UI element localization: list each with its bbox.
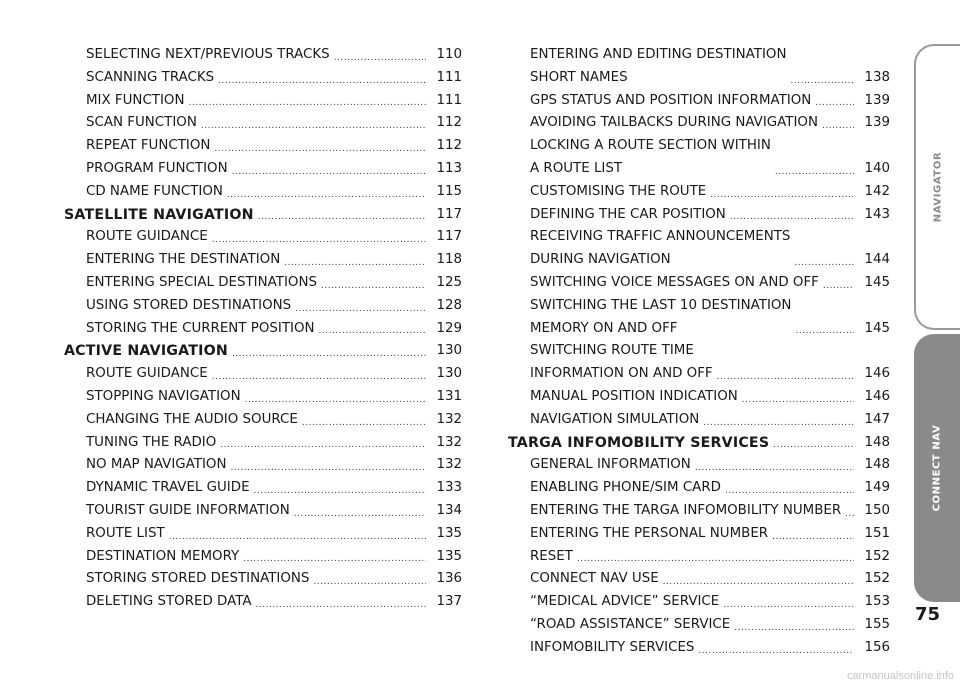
toc-entry-label: ROUTE LIST (86, 525, 165, 541)
toc-entry-label: “MEDICAL ADVICE” SERVICE (530, 594, 720, 610)
toc-entry-label: SWITCHING ROUTE TIME INFORMATION ON AND OFF (530, 343, 713, 382)
toc-page-number: 133 (436, 480, 462, 496)
toc-page-number: 135 (436, 548, 462, 564)
toc-entry[interactable] (508, 340, 890, 386)
toc-page-number: 117 (436, 229, 462, 245)
dot-leader (695, 464, 854, 472)
toc-entry[interactable] (64, 386, 462, 409)
toc-entry[interactable] (508, 500, 890, 523)
toc-page-number: 142 (864, 183, 890, 199)
toc-entry-label: MANUAL POSITION INDICATION (530, 388, 738, 404)
toc-page-number: 139 (864, 92, 890, 108)
toc-entry-label: RECEIVING TRAFFIC ANNOUNCEMENTS DURING NAVIGATION (530, 229, 791, 268)
dot-leader (663, 578, 854, 586)
toc-entry[interactable] (64, 409, 462, 432)
toc-entry-label: “ROAD ASSISTANCE” SERVICE (530, 616, 731, 632)
toc-entry-label: NO MAP NAVIGATION (86, 457, 227, 473)
toc-entry-label: INFOMOBILITY SERVICES (530, 639, 695, 655)
dot-leader (334, 54, 426, 62)
toc-entry-label: STORING THE CURRENT POSITION (86, 320, 315, 336)
dot-leader (730, 213, 854, 221)
dot-leader (845, 510, 854, 518)
toc-page-number: 132 (436, 457, 462, 473)
toc-entry-label: CUSTOMISING THE ROUTE (530, 183, 707, 199)
toc-page-number: 137 (436, 594, 462, 610)
dot-leader (703, 419, 854, 427)
watermark: carmanualsonline.info (846, 670, 954, 682)
dot-leader (245, 396, 426, 404)
toc-page-number: 112 (436, 138, 462, 154)
toc-page-number: 132 (436, 411, 462, 427)
toc-entry-label: MIX FUNCTION (86, 92, 185, 108)
dot-leader (775, 168, 854, 176)
dot-leader (772, 533, 854, 541)
toc-entry[interactable] (64, 454, 462, 477)
toc-entry-label: PROGRAM FUNCTION (86, 160, 228, 176)
toc-entry[interactable] (508, 591, 890, 614)
toc-entry-label: DESTINATION MEMORY (86, 548, 240, 564)
dot-leader (321, 282, 426, 290)
toc-right-column (508, 44, 890, 660)
toc-page-number: 139 (864, 115, 890, 131)
toc-entry-label: TARGA INFOMOBILITY SERVICES (508, 434, 770, 451)
toc-page-number: 148 (864, 457, 890, 473)
toc-entry[interactable] (508, 44, 890, 90)
toc-entry[interactable] (508, 90, 890, 113)
toc-page-number: 115 (436, 183, 462, 199)
dot-leader (698, 647, 854, 655)
toc-page-number: 130 (436, 366, 462, 382)
toc-page-number: 152 (864, 571, 890, 587)
toc-entry-label: SATELLITE NAVIGATION (64, 206, 254, 223)
toc-entry[interactable] (508, 568, 890, 591)
toc-entry[interactable] (508, 409, 890, 432)
toc-entry-label: STOPPING NAVIGATION (86, 388, 241, 404)
toc-page-number: 150 (864, 502, 890, 518)
toc-entry-label: NAVIGATION SIMULATION (530, 411, 700, 427)
toc-entry[interactable] (64, 318, 462, 341)
toc-entry-label: CHANGING THE AUDIO SOURCE (86, 411, 298, 427)
toc-page-number: 113 (436, 160, 462, 176)
toc-page-number: 140 (864, 160, 890, 176)
dot-leader (794, 259, 854, 267)
dot-leader (295, 305, 426, 313)
dot-leader (214, 145, 426, 153)
dot-leader (218, 77, 426, 85)
toc-entry-label: TUNING THE RADIO (86, 434, 217, 450)
toc-section-heading[interactable] (64, 204, 462, 227)
toc-entry-label: ENTERING SPECIAL DESTINATIONS (86, 274, 317, 290)
toc-entry[interactable] (64, 523, 462, 546)
toc-page-number: 149 (864, 480, 890, 496)
dot-leader (791, 77, 855, 85)
toc-page-number: 134 (436, 502, 462, 518)
toc-entry[interactable] (508, 181, 890, 204)
toc-entry-label: DYNAMIC TRAVEL GUIDE (86, 480, 250, 496)
toc-entry-label: ENABLING PHONE/SIM CARD (530, 480, 721, 496)
toc-page-number: 129 (436, 320, 462, 336)
dot-leader (773, 441, 854, 449)
dot-leader (577, 555, 854, 563)
toc-entry-label: GPS STATUS AND POSITION INFORMATION (530, 92, 812, 108)
toc-entry-label: ROUTE GUIDANCE (86, 366, 208, 382)
toc-entry-label: CD NAME FUNCTION (86, 183, 223, 199)
toc-page-number: 118 (436, 252, 462, 268)
dot-leader (815, 99, 854, 107)
toc-section-heading[interactable] (64, 340, 462, 363)
toc-page-number: 146 (864, 388, 890, 404)
toc-entry[interactable] (64, 226, 462, 249)
toc-entry-label: SCAN FUNCTION (86, 115, 197, 131)
toc-entry[interactable] (64, 363, 462, 386)
dot-leader (232, 168, 426, 176)
toc-entry-label: SELECTING NEXT/PREVIOUS TRACKS (86, 47, 330, 62)
toc-entry[interactable] (508, 523, 890, 546)
toc-entry[interactable] (508, 614, 890, 637)
dot-leader (717, 373, 854, 381)
dot-leader (212, 236, 426, 244)
dot-leader (294, 510, 426, 518)
toc-entry-label: ENTERING THE PERSONAL NUMBER (530, 525, 769, 541)
toc-entry-label: CONNECT NAV USE (530, 571, 659, 587)
toc-page-number: 111 (436, 92, 462, 108)
toc-entry-label: LOCKING A ROUTE SECTION WITHIN A ROUTE LIST (530, 138, 771, 176)
toc-entry-label: ENTERING THE DESTINATION (86, 252, 281, 268)
toc-entry-label: AVOIDING TAILBACKS DURING NAVIGATION (530, 115, 818, 131)
toc-entry-label: ACTIVE NAVIGATION (64, 343, 228, 360)
toc-entry[interactable] (64, 295, 462, 318)
toc-entry[interactable] (64, 568, 462, 591)
toc-entry[interactable] (64, 546, 462, 569)
toc-entry[interactable] (508, 204, 890, 227)
toc-page-number: 151 (864, 525, 890, 541)
toc-entry-label: DEFINING THE CAR POSITION (530, 206, 726, 222)
dot-leader (742, 396, 854, 404)
tab-navigator-label: NAVIGATOR (932, 151, 944, 223)
dot-leader (232, 350, 426, 358)
toc-entry-label: ROUTE GUIDANCE (86, 229, 208, 245)
toc-entry-label: RESET (530, 548, 573, 564)
toc-entry-label: REPEAT FUNCTION (86, 138, 211, 154)
toc-page-number: 128 (436, 297, 462, 313)
toc-entry[interactable] (508, 454, 890, 477)
toc-page-number: 153 (864, 594, 890, 610)
toc-page-number: 135 (436, 525, 462, 541)
dot-leader (795, 327, 854, 335)
toc-entry-label: ENTERING THE TARGA INFOMOBILITY NUMBER (530, 502, 842, 518)
dot-leader (212, 373, 426, 381)
tab-navigator[interactable] (914, 44, 960, 330)
toc-entry-label: SCANNING TRACKS (86, 69, 215, 85)
dot-leader (734, 624, 854, 632)
dot-leader (256, 601, 426, 609)
toc-page-number: 117 (436, 206, 462, 222)
dot-leader (319, 327, 426, 335)
toc-section-heading[interactable] (508, 432, 890, 455)
toc-entry[interactable] (508, 546, 890, 569)
toc-page-number: 145 (864, 274, 890, 290)
toc-page-number: 131 (436, 388, 462, 404)
toc-page-number: 156 (864, 639, 890, 655)
toc-entry[interactable] (64, 112, 462, 135)
dot-leader (284, 259, 426, 267)
dot-leader (201, 122, 426, 130)
tab-connect-nav[interactable] (914, 334, 960, 602)
page-number: 75 (914, 604, 940, 625)
dot-leader (822, 122, 854, 130)
dot-leader (258, 213, 426, 221)
dot-leader (189, 99, 427, 107)
tab-connect-nav-label: CONNECT NAV (931, 424, 943, 512)
toc-page-number: 130 (436, 343, 462, 359)
dot-leader (227, 191, 426, 199)
toc-entry[interactable] (64, 249, 462, 272)
toc-page-number: 112 (436, 115, 462, 131)
toc-entry[interactable] (508, 637, 890, 660)
toc-entry[interactable] (508, 226, 890, 272)
toc-page-number: 152 (864, 548, 890, 564)
toc-entry[interactable] (64, 500, 462, 523)
toc-entry[interactable] (508, 477, 890, 500)
toc-entry-label: DELETING STORED DATA (86, 594, 252, 610)
toc-left-column (64, 44, 462, 614)
toc-entry-label: SWITCHING VOICE MESSAGES ON AND OFF (530, 274, 819, 290)
toc-page-number: 146 (864, 366, 890, 382)
dot-leader (723, 601, 854, 609)
toc-entry[interactable] (508, 272, 890, 295)
dot-leader (169, 533, 426, 541)
dot-leader (710, 191, 854, 199)
dot-leader (243, 555, 426, 563)
toc-page-number: 144 (864, 252, 890, 268)
toc-entry[interactable] (64, 44, 462, 67)
dot-leader (823, 282, 854, 290)
toc-page-number: 138 (864, 69, 890, 85)
toc-entry[interactable] (64, 272, 462, 295)
toc-page-number: 110 (436, 47, 462, 62)
toc-entry-label: USING STORED DESTINATIONS (86, 297, 292, 313)
toc-entry[interactable] (64, 591, 462, 614)
dot-leader (725, 487, 854, 495)
toc-entry-label: STORING STORED DESTINATIONS (86, 571, 310, 587)
toc-page-number: 147 (864, 411, 890, 427)
dot-leader (254, 487, 426, 495)
toc-entry[interactable] (508, 112, 890, 135)
toc-entry-label: TOURIST GUIDE INFORMATION (86, 502, 290, 518)
toc-page-number: 143 (864, 206, 890, 222)
toc-entry[interactable] (64, 181, 462, 204)
dot-leader (302, 419, 426, 427)
dot-leader (220, 441, 426, 449)
toc-page-number: 132 (436, 434, 462, 450)
toc-entry[interactable] (64, 90, 462, 113)
toc-entry[interactable] (64, 67, 462, 90)
toc-entry[interactable] (508, 295, 890, 341)
toc-page-number: 145 (864, 320, 890, 336)
toc-page-number: 125 (436, 274, 462, 290)
toc-entry[interactable] (508, 386, 890, 409)
toc-page-number: 148 (864, 434, 890, 450)
dot-leader (230, 464, 426, 472)
toc-entry[interactable] (64, 158, 462, 181)
toc-entry[interactable] (64, 477, 462, 500)
toc-entry-label: GENERAL INFORMATION (530, 457, 691, 473)
toc-entry-label: SWITCHING THE LAST 10 DESTINATION MEMORY ON AND OFF (530, 297, 792, 336)
toc-entry[interactable] (64, 432, 462, 455)
toc-page-number: 136 (436, 571, 462, 587)
toc-entry[interactable] (508, 135, 890, 181)
toc-page-number: 111 (436, 69, 462, 85)
toc-page-number: 155 (864, 616, 890, 632)
toc-entry-label: ENTERING AND EDITING DESTINATION SHORT NAMES (530, 47, 787, 85)
dot-leader (313, 578, 426, 586)
toc-entry[interactable] (64, 135, 462, 158)
